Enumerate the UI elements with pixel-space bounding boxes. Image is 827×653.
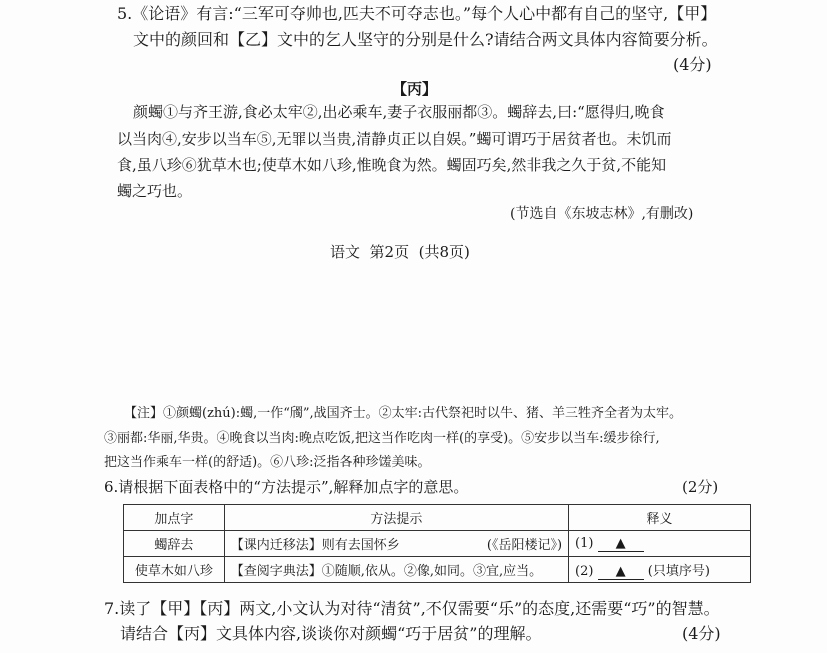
answer-blank[interactable]: ▲: [598, 536, 644, 552]
row-word: 使草木如八珍: [124, 557, 225, 583]
note-line: 【注】①颜蠋(zhú):蠋,一作“斶”,战国齐士。②太牢:古代祭祀时以牛、猪、羊三牲齐全者为太牢。: [124, 406, 683, 421]
table-row: [124, 557, 751, 583]
q5-score: (4分): [673, 55, 712, 74]
answer-note: (只填序号): [647, 563, 710, 579]
header-word: 加点字: [124, 505, 225, 531]
header-method: 方法提示: [224, 505, 568, 531]
q6-text: 6.请根据下面表格中的“方法提示”,解释加点字的意思。: [104, 478, 469, 496]
q5-line1: 5.《论语》有言:“三军可夺帅也,匹夫不可夺志也。”每个人心中都有自己的坚守,【甲】: [117, 4, 717, 23]
note-line: ③丽都:华丽,华贵。④晚食以当肉:晚点吃饭,把这当作吃肉一样(的享受)。⑤安步以当车:缓步徐行,: [104, 431, 660, 446]
passage-line: 颜蠋①与齐王游,食必太牢②,出必乘车,妻子衣服丽都③。蠋辞去,曰:“愿得归,晚食: [133, 103, 665, 121]
header-meaning: 释义: [569, 505, 751, 531]
row-method: 【查阅字典法】①随顺,依从。②像,如同。③宜,应当。: [224, 557, 568, 583]
answer-blank[interactable]: ▲: [598, 564, 644, 580]
answer-number: (1): [575, 535, 594, 551]
passage-line: 食,虽八珍⑥犹草木也;使草木如八珍,惟晚食为然。蠋固巧矣,然非我之久于贫,不能知: [117, 156, 667, 174]
row-method: [224, 531, 568, 557]
answer-number: (2): [575, 563, 594, 579]
q5-line2: 文中的颜回和【乙】文中的乞人坚守的分别是什么?请结合两文具体内容简要分析。: [133, 30, 718, 49]
method-text: 【课内迁移法】则有去国怀乡: [230, 538, 400, 553]
row-answer[interactable]: [569, 557, 751, 583]
q7-line2: 请结合【丙】文具体内容,谈谈你对颜蠋“巧于居贫”的理解。: [120, 624, 542, 643]
row-word: 蠋辞去: [124, 531, 225, 557]
passage-bing-heading: 【丙】: [392, 80, 438, 98]
note-line: 把这当作乘车一样(的舒适)。⑥八珍:泛指各种珍馐美味。: [104, 455, 431, 470]
row-answer[interactable]: [569, 531, 751, 557]
table-row: [124, 531, 751, 557]
q7-score: (4分): [682, 624, 721, 643]
passage-line: 以当肉④,安步以当车⑤,无罪以当贵,清静贞正以自娱。”蠋可谓巧于居贫者也。未饥而: [117, 130, 672, 148]
method-source: (《岳阳楼记》): [486, 538, 563, 553]
q6-score: (2分): [682, 478, 719, 496]
method-table: [123, 504, 751, 583]
passage-line: 蠋之巧也。: [117, 182, 193, 200]
page-footer: 语文 第2页 (共8页): [330, 243, 470, 261]
passage-source: (节选自《东坡志林》,有删改): [510, 206, 694, 222]
table-header-row: [124, 505, 751, 531]
q7-line1: 7.读了【甲】【丙】两文,小文认为对待“清贫”,不仅需要“乐”的态度,还需要“巧”的智慧。: [104, 599, 720, 618]
